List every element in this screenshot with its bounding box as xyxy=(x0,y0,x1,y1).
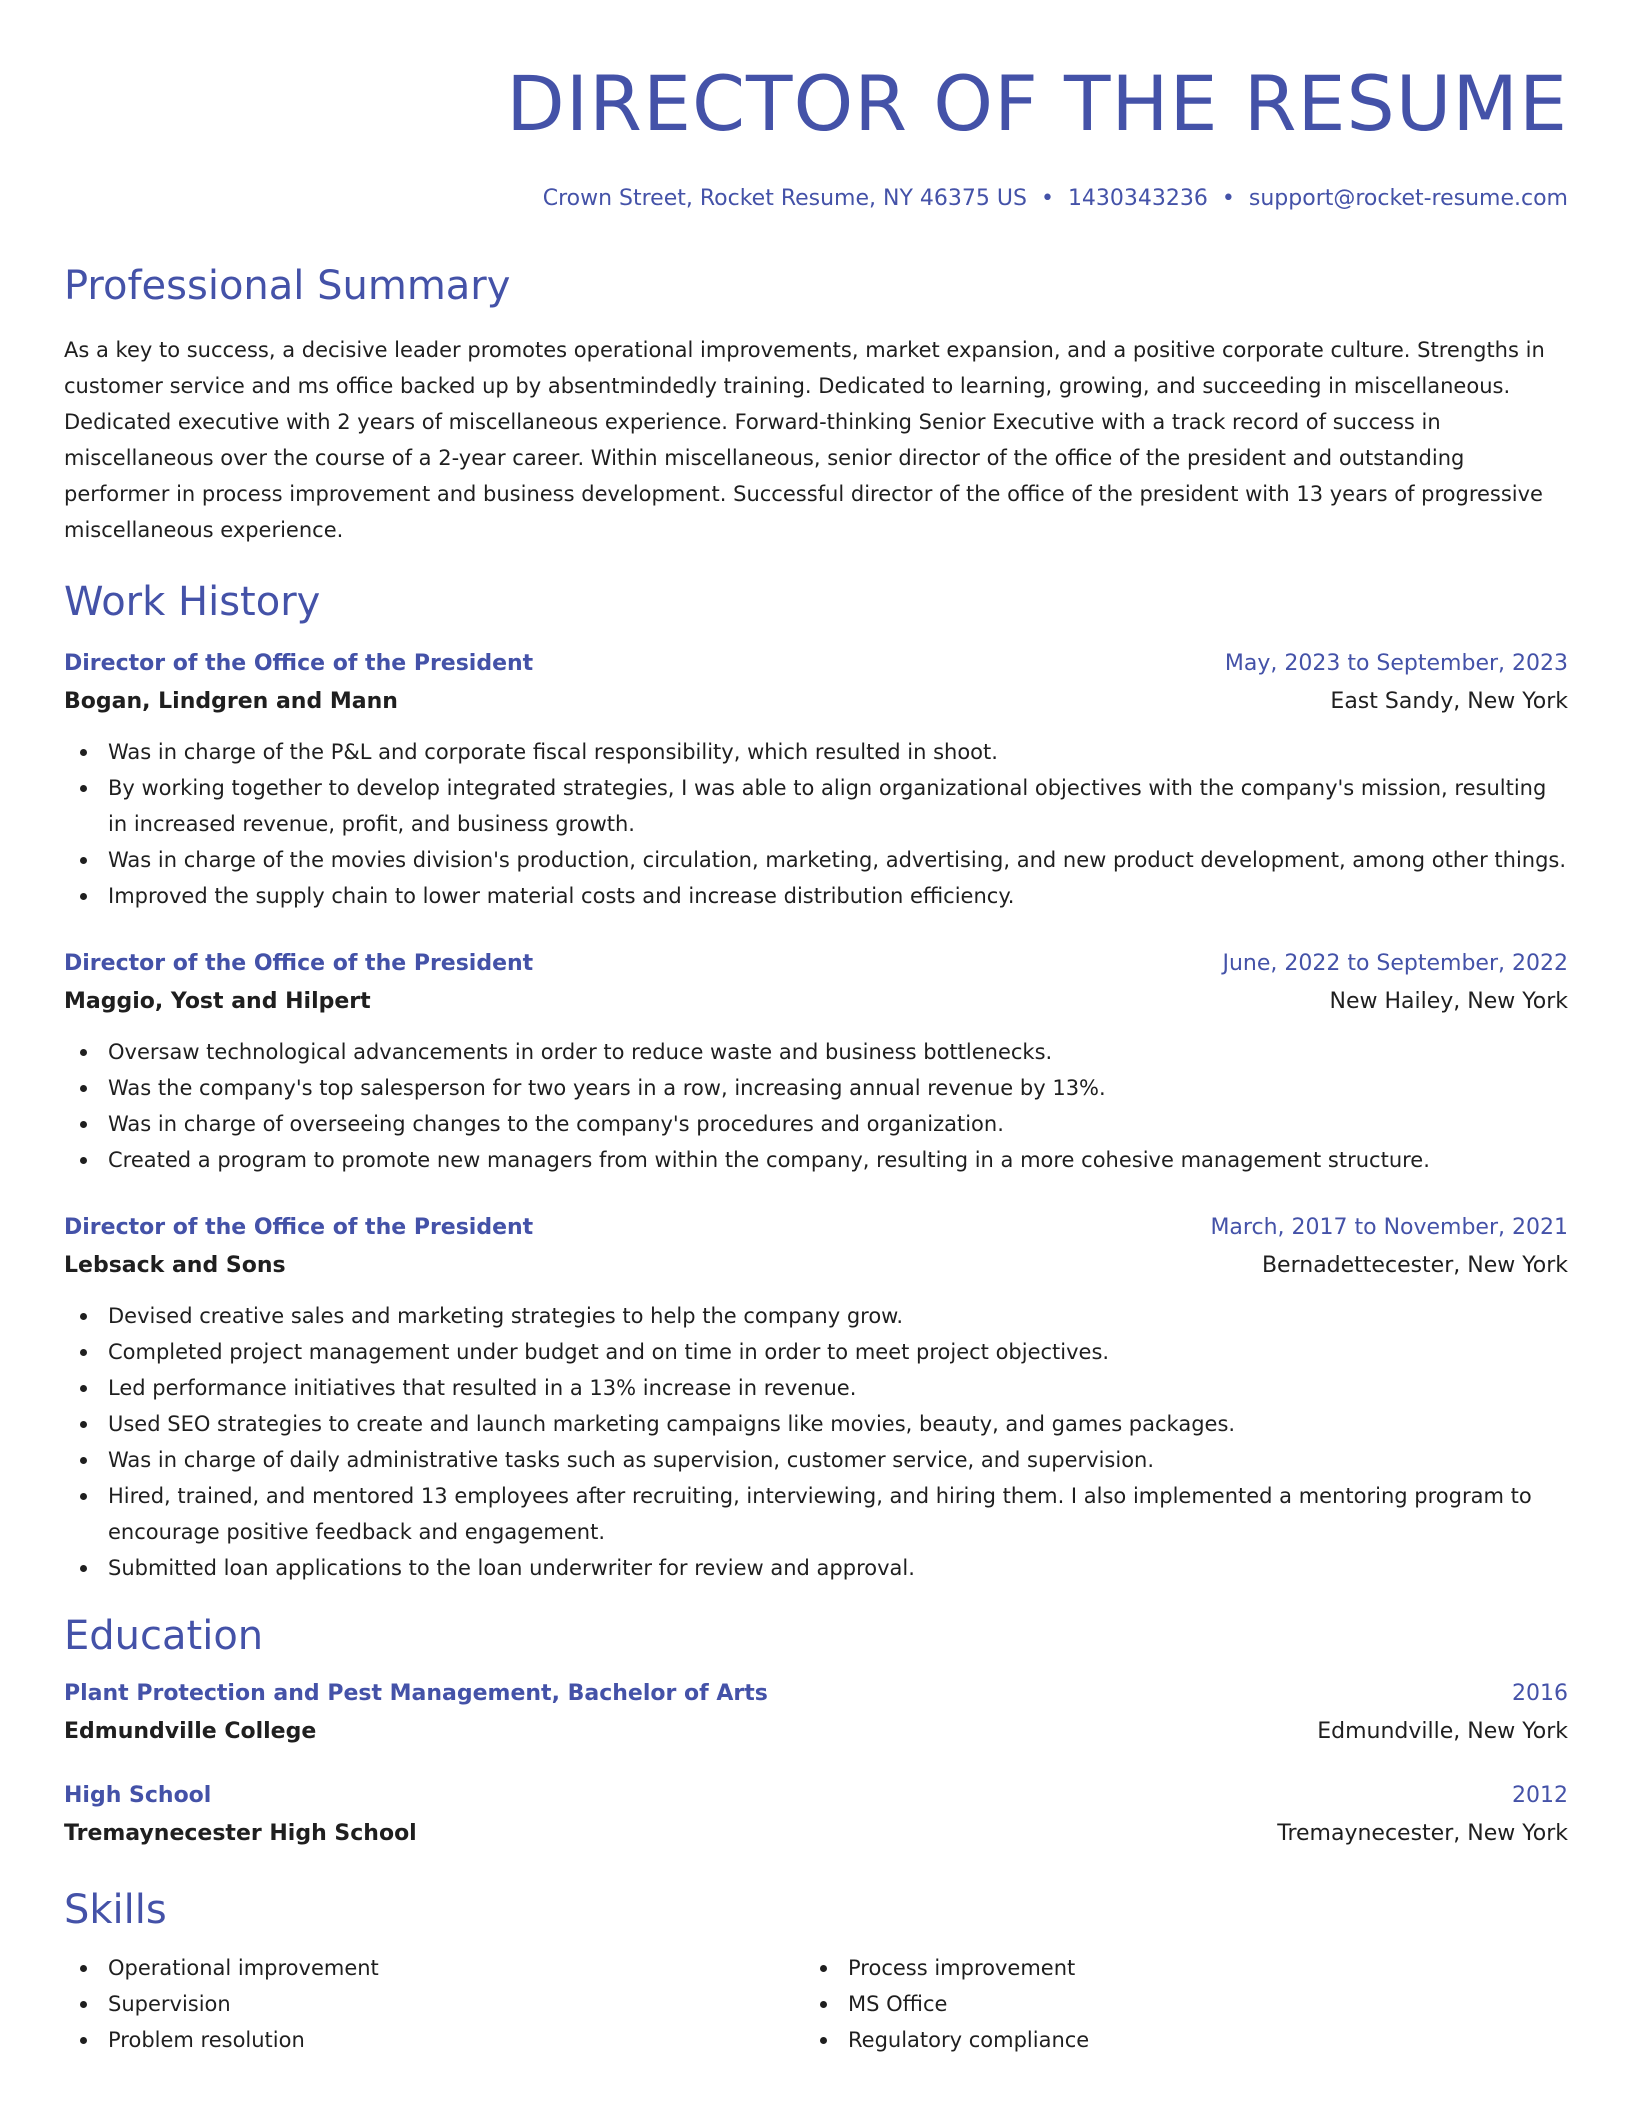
job-bullet: Was in charge of overseeing changes to the company's procedures and organization. xyxy=(64,1106,1568,1142)
education-degree: Plant Protection and Pest Management, Bachelor of Arts xyxy=(64,1681,768,1706)
job-location: East Sandy, New York xyxy=(1330,689,1568,714)
job-entry xyxy=(64,946,1568,1178)
education-degree: High School xyxy=(64,1783,212,1808)
skill-item: Operational improvement xyxy=(64,1950,804,1986)
job-bullet: Oversaw technological advancements in order to reduce waste and business bottlenecks. xyxy=(64,1034,1568,1070)
job-title-row xyxy=(64,1210,1568,1246)
work-history-section xyxy=(64,576,1568,1586)
job-entry xyxy=(64,646,1568,914)
job-bullet: Submitted loan applications to the loan underwriter for review and approval. xyxy=(64,1550,1568,1586)
contact-line xyxy=(64,184,1568,214)
skill-item: Process improvement xyxy=(804,1950,1544,1986)
education-degree-row xyxy=(64,1778,1568,1814)
education-location: Edmundville, New York xyxy=(1317,1719,1568,1744)
job-bullets xyxy=(64,1034,1568,1178)
job-bullets xyxy=(64,734,1568,914)
education-school: Edmundville College xyxy=(64,1719,317,1744)
education-section xyxy=(64,1610,1568,1854)
job-company-row xyxy=(64,982,1568,1022)
education-year: 2016 xyxy=(1512,1681,1568,1706)
job-bullet: Led performance initiatives that resulted in a 13% increase in revenue. xyxy=(64,1370,1568,1406)
skill-item: Supervision xyxy=(64,1986,804,2022)
contact-email: support@rocket-resume.com xyxy=(1248,186,1568,211)
job-title-row xyxy=(64,946,1568,982)
job-dates: March, 2017 to November, 2021 xyxy=(1210,1215,1568,1240)
job-title-row xyxy=(64,646,1568,682)
job-title: Director of the Office of the President xyxy=(64,651,534,676)
job-bullet: Used SEO strategies to create and launch marketing campaigns like movies, beauty, and games packages. xyxy=(64,1406,1568,1442)
summary-section xyxy=(64,260,1568,548)
contact-separator: • xyxy=(1040,186,1054,211)
contact-phone: 1430343236 xyxy=(1067,186,1208,211)
job-entry xyxy=(64,1210,1568,1586)
skill-item: Problem resolution xyxy=(64,2022,804,2058)
education-location: Tremaynecester, New York xyxy=(1277,1821,1568,1846)
education-year: 2012 xyxy=(1512,1783,1568,1808)
skills-list xyxy=(804,1950,1544,2058)
contact-separator: • xyxy=(1221,186,1235,211)
skills-section xyxy=(64,1884,1568,2058)
job-bullets xyxy=(64,1298,1568,1586)
job-bullet: Was in charge of the P&L and corporate fiscal responsibility, which resulted in shoot. xyxy=(64,734,1568,770)
job-dates: May, 2023 to September, 2023 xyxy=(1224,651,1568,676)
section-title-summary: Professional Summary xyxy=(64,263,511,309)
education-degree-row xyxy=(64,1676,1568,1712)
section-title-skills: Skills xyxy=(64,1887,167,1933)
job-bullet: Created a program to promote new managers from within the company, resulting in a more cohesive management structure. xyxy=(64,1142,1568,1178)
skills-column-left xyxy=(64,1950,804,2058)
skills-grid xyxy=(64,1950,1568,2058)
job-company: Lebsack and Sons xyxy=(64,1253,286,1278)
contact-address: Crown Street, Rocket Resume, NY 46375 US xyxy=(542,186,1027,211)
job-bullet: Was in charge of daily administrative tasks such as supervision, customer service, and supervision. xyxy=(64,1442,1568,1478)
job-bullet: Hired, trained, and mentored 13 employees after recruiting, interviewing, and hiring them. I also implemented a mentoring program to encourage positive feedback and engagement. xyxy=(64,1478,1568,1550)
skills-list xyxy=(64,1950,804,2058)
job-location: Bernadettecester, New York xyxy=(1261,1253,1568,1278)
job-title: Director of the Office of the President xyxy=(64,1215,534,1240)
job-bullet: Devised creative sales and marketing strategies to help the company grow. xyxy=(64,1298,1568,1334)
job-bullet: Completed project management under budget and on time in order to meet project objectives. xyxy=(64,1334,1568,1370)
skill-item: MS Office xyxy=(804,1986,1544,2022)
job-title: Director of the Office of the President xyxy=(64,951,534,976)
skill-item: Regulatory compliance xyxy=(804,2022,1544,2058)
job-company: Maggio, Yost and Hilpert xyxy=(64,989,371,1014)
job-dates: June, 2022 to September, 2022 xyxy=(1222,951,1568,976)
education-school-row xyxy=(64,1712,1568,1752)
job-bullet: Was in charge of the movies division's production, circulation, marketing, advertising, and new product development, among other things. xyxy=(64,842,1568,878)
job-bullet: Was the company's top salesperson for two years in a row, increasing annual revenue by 13%. xyxy=(64,1070,1568,1106)
job-location: New Hailey, New York xyxy=(1329,989,1568,1014)
skills-column-right xyxy=(804,1950,1544,2058)
education-entry xyxy=(64,1676,1568,1752)
job-company: Bogan, Lindgren and Mann xyxy=(64,689,398,714)
resume-header xyxy=(64,56,1568,214)
section-title-work-history: Work History xyxy=(64,579,321,625)
education-school: Tremaynecester High School xyxy=(64,1821,417,1846)
job-company-row xyxy=(64,682,1568,722)
education-school-row xyxy=(64,1814,1568,1854)
section-title-education: Education xyxy=(64,1613,264,1659)
candidate-name: DIRECTOR OF THE RESUME xyxy=(506,59,1568,148)
summary-text: As a key to success, a decisive leader promotes operational improvements, market expansion, and a positive corporate culture. Strengths in customer service and ms office backed up by absentmindedly training. Dedicated to learning, growing, and succeeding in miscellaneous. Dedicated executive with 2 years of miscellaneous experience. Forward-thinking Senior Executive with a track record of success in miscellaneous over the course of a 2-year career. Within miscellaneous, senior director of the office of the president and outstanding performer in process improvement and business development. Successful director of the office of the president with 13 years of progressive miscellaneous experience. xyxy=(64,338,1545,542)
job-company-row xyxy=(64,1246,1568,1286)
job-bullet: By working together to develop integrated strategies, I was able to align organizational objectives with the company's mission, resulting in increased revenue, profit, and business growth. xyxy=(64,770,1568,842)
education-entry xyxy=(64,1778,1568,1854)
job-bullet: Improved the supply chain to lower material costs and increase distribution efficiency. xyxy=(64,878,1568,914)
